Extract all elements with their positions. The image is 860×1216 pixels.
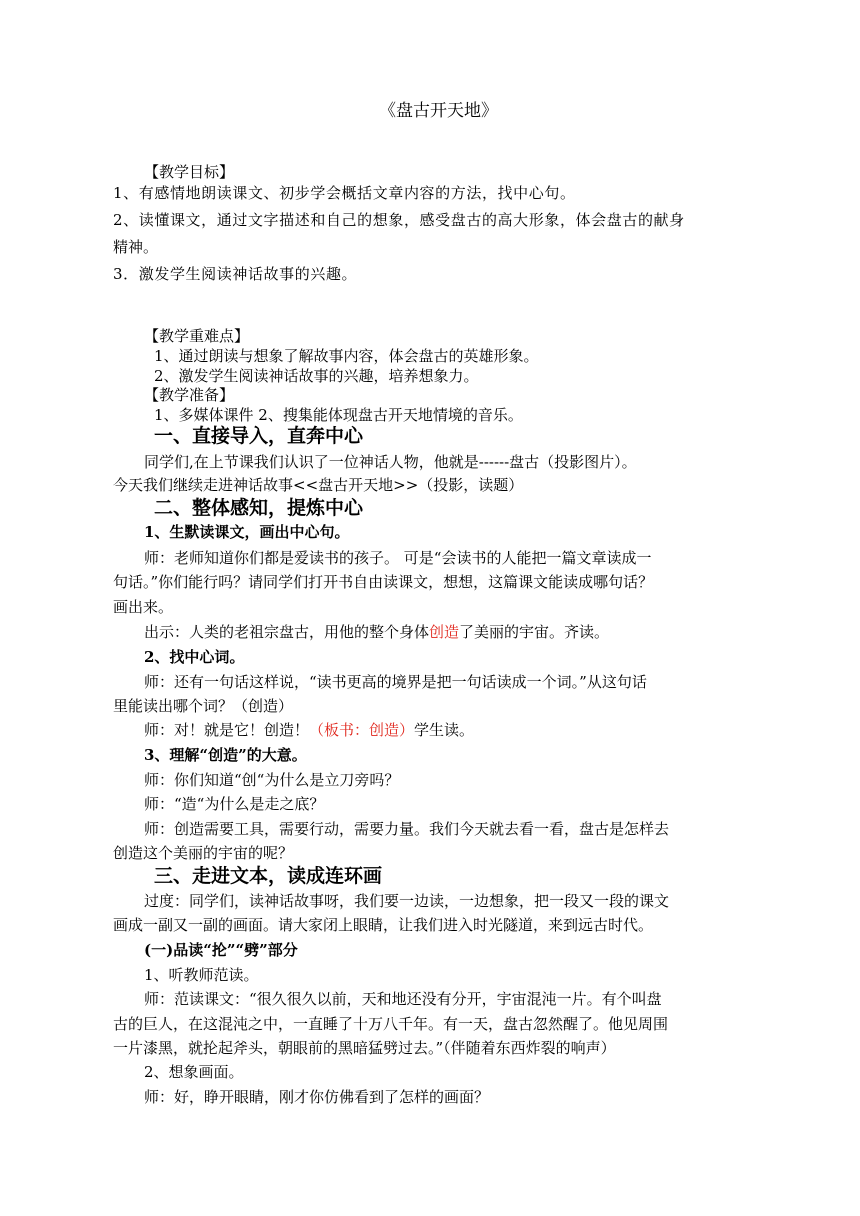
paragraph-line: 画出来。 [113,598,174,616]
goal-item: 1、有感情地朗读课文、初步学会概括文章内容的方法，找中心句。 [113,184,576,202]
step-heading: 3、理解“创造”的大意。 [144,746,307,764]
paragraph-line: 1、听教师范读。 [144,966,259,984]
paragraph-line: 师：范读课文：“很久很久以前，天和地还没有分开，宇宙混沌一片。有个叫盘 [144,990,662,1008]
paragraph-line: 师：好，睁开眼睛，刚才你仿佛看到了怎样的画面？ [144,1088,490,1106]
show-sentence [144,622,609,642]
preparation-heading: 【教学准备】 [144,386,235,404]
preparation-item: 1、多媒体课件 2、搜集能体现盘古开天地情境的音乐。 [154,406,523,424]
paragraph-line: 师：老师知道你们都是爱读书的孩子。 可是“会读书的人能把一篇文章读成一 [144,549,652,567]
highlight-word: 创造 [429,623,460,641]
section-heading: 二、整体感知，提炼中心 [154,497,364,519]
show-sentence-pre: 出示：人类的老祖宗盘古，用他的整个身体 [144,623,430,641]
paragraph-line: 画成一副又一副的画面。请大家闭上眼睛，让我们进入时光隧道，来到远古时代。 [113,916,654,934]
paragraph-line: 师：还有一句话这样说，“读书更高的境界是把一句话读成一个词。”从这句话 [144,673,647,691]
board-sentence-post: 学生读。 [414,721,475,739]
key-points-heading: 【教学重难点】 [144,327,250,345]
board-sentence-pre: 师：对！就是它！创造！ [144,721,310,739]
paragraph-line: 今天我们继续走进神话故事<<盘古开天地>>（投影，读题） [113,476,524,494]
paragraph-line: 创造这个美丽的宇宙的呢？ [113,844,294,862]
section-heading: 一、直接导入，直奔中心 [154,425,364,447]
key-point-item: 2、激发学生阅读神话故事的兴趣，培养想象力。 [154,367,479,385]
paragraph-line: 2、想象画面。 [144,1063,244,1081]
paragraph-line: 师：创造需要工具，需要行动，需要力量。我们今天就去看一看，盘古是怎样去 [144,820,670,838]
goal-item: 精神。 [113,238,159,256]
goal-item: 2、读懂课文，通过文字描述和自己的想象，感受盘古的高大形象，体会盘古的献身 [113,211,685,229]
paragraph-line: 里能读出哪个词？（创造） [113,697,294,715]
board-note: （板书：创造） [309,721,415,739]
paragraph-line: 同学们,在上节课我们认识了一位神话人物，他就是------盘古（投影图片）。 [144,453,637,471]
document-title: 《盘古开天地》 [379,101,498,121]
subsection-heading: (一)品读“抡”“劈”部分 [144,941,298,959]
section-heading: 三、走进文本，读成连环画 [154,865,383,887]
paragraph-line: 古的巨人，在这混沌之中，一直睡了十万八千年。有一天，盘古忽然醒了。他见周围 [113,1015,669,1033]
board-sentence [144,720,474,740]
key-point-item: 1、通过朗读与想象了解故事内容，体会盘古的英雄形象。 [154,347,539,365]
paragraph-line: 一片漆黑，就抡起斧头，朝眼前的黑暗猛劈过去。”（伴随着东西炸裂的响声） [113,1039,616,1057]
step-heading: 2、找中心词。 [144,648,245,666]
step-heading: 1、生默读课文，画出中心句。 [144,523,350,541]
paragraph-line: 过度：同学们，读神话故事呀，我们要一边读，一边想象，把一段又一段的课文 [144,892,670,910]
goal-item: 3．激发学生阅读神话故事的兴趣。 [113,265,358,283]
goals-heading: 【教学目标】 [144,163,235,181]
paragraph-line: 师：“造“为什么是走之底？ [144,795,325,813]
show-sentence-post: 了美丽的宇宙。齐读。 [459,623,610,641]
paragraph-line: 师：你们知道“创“为什么是立刀旁吗？ [144,771,400,789]
paragraph-line: 句话。”你们能行吗？请同学们打开书自由读课文，想想，这篇课文能读成哪句话？ [113,573,654,591]
